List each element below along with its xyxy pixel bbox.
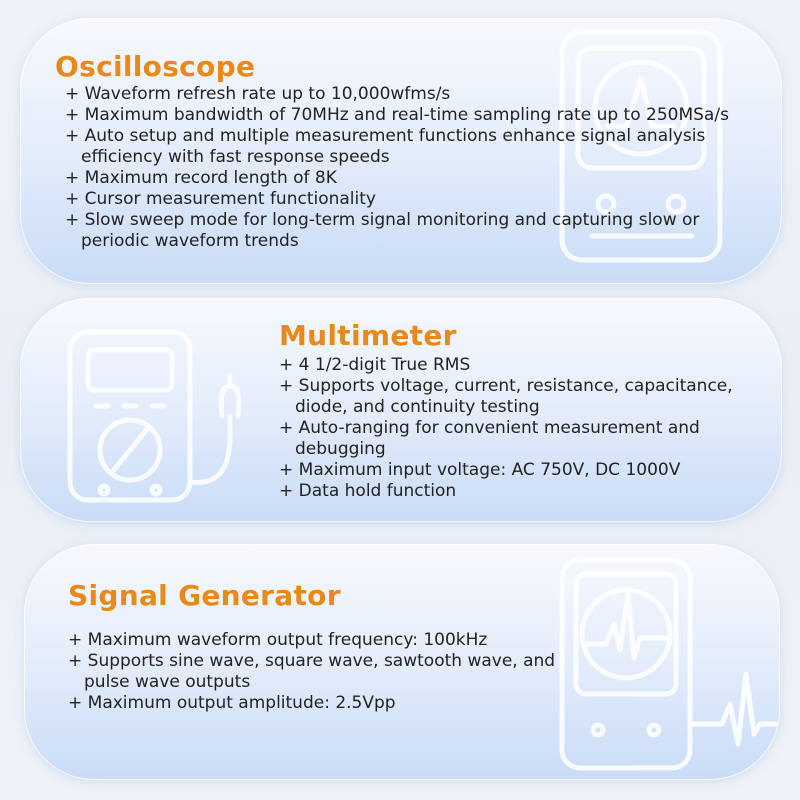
multimeter-icon [60,326,260,506]
feature-item: + Maximum bandwidth of 70MHz and real-time sampling rate up to 250MSa/s [65,105,765,126]
feature-item: + 4 1/2-digit True RMS [279,355,769,376]
feature-item: + Supports voltage, current, resistance, capacitance, diode, and continuity testing [279,376,769,418]
feature-item: + Auto setup and multiple measurement functions enhance signal analysis efficiency with fast response speeds [65,126,765,168]
signal-generator-title: Signal Generator [68,579,341,612]
feature-item: + Maximum output amplitude: 2.5Vpp [68,693,568,714]
feature-item: + Cursor measurement functionality [65,189,765,210]
feature-item: + Data hold function [279,481,769,502]
feature-item: + Maximum input voltage: AC 750V, DC 1000V [279,460,769,481]
signal-generator-feature-list [68,630,568,714]
signal-generator-icon [554,554,780,774]
feature-item: + Auto-ranging for convenient measurement and debugging [279,418,769,460]
multimeter-title: Multimeter [279,319,457,352]
feature-item: + Maximum waveform output frequency: 100kHz [68,630,568,651]
signal-generator-card [24,544,780,780]
oscilloscope-card [20,18,782,284]
feature-item: + Waveform refresh rate up to 10,000wfms/s [65,84,765,105]
oscilloscope-title: Oscilloscope [55,50,256,83]
feature-item: + Maximum record length of 8K [65,168,765,189]
feature-item: + Slow sweep mode for long-term signal monitoring and capturing slow or periodic waveform trends [65,210,765,252]
multimeter-feature-list [279,355,769,502]
oscilloscope-feature-list [65,84,765,252]
multimeter-card [20,298,782,522]
feature-item: + Supports sine wave, square wave, sawtooth wave, and pulse wave outputs [68,651,568,693]
